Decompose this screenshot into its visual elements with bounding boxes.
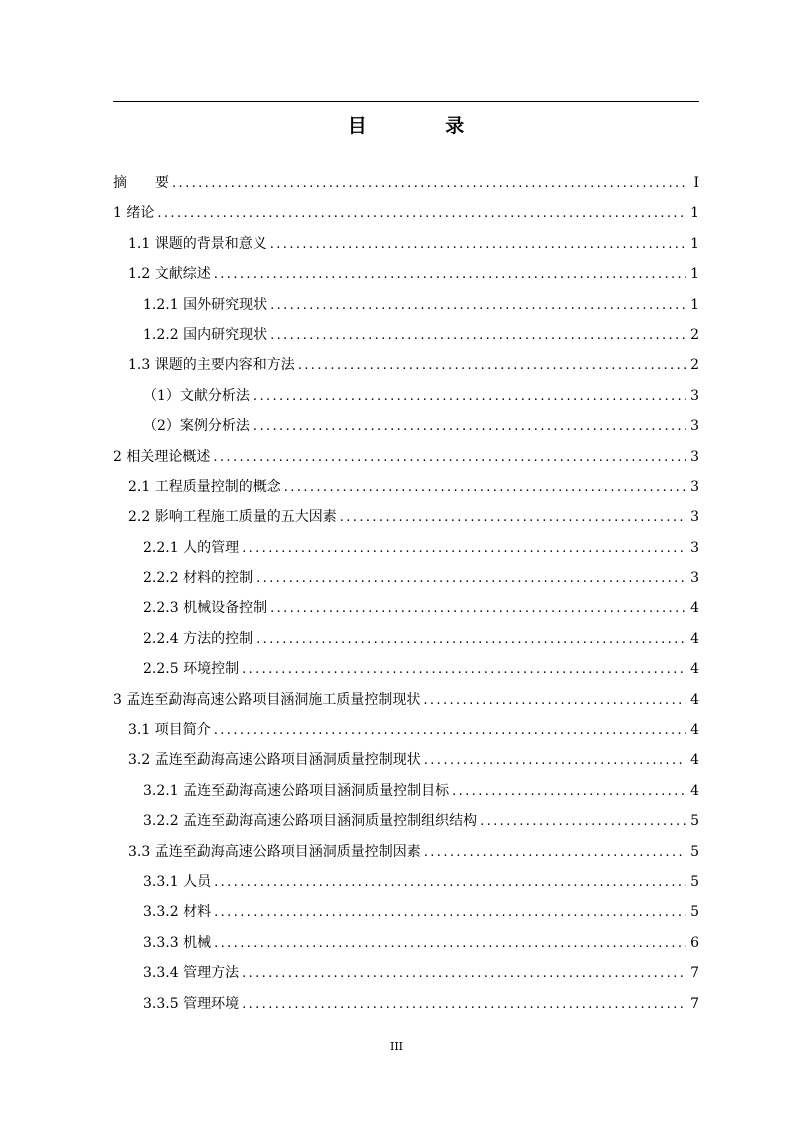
toc-entry-label: 2.2 影响工程施工质量的五大因素 [128,509,337,526]
toc-entry-page: 1 [690,296,699,313]
toc-leader-dots [242,534,686,564]
toc-leader-dots [213,443,686,473]
toc-leader-dots [452,777,686,807]
toc-entry[interactable] [113,867,699,897]
toc-leader-dots [270,594,686,624]
toc-entry-page: 5 [690,904,699,921]
toc-entry-label: 2.2.2 材料的控制 [143,570,254,587]
toc-entry[interactable] [113,381,699,411]
toc-entry[interactable] [113,776,699,806]
toc-entry-label: 2.2.4 方法的控制 [143,630,254,647]
toc-entry-page: 2 [690,357,699,374]
toc-entry[interactable] [113,989,699,1019]
toc-entry-page: 5 [690,873,699,890]
toc-entry-page: 4 [690,600,699,617]
toc-entry-page: 3 [690,448,699,465]
toc-entry[interactable] [113,290,699,320]
toc-entry-page: 5 [690,813,699,830]
toc-entry[interactable] [113,411,699,441]
toc-entry-page: 7 [690,995,699,1012]
toc-leader-dots [214,929,686,959]
toc-leader-dots [298,351,686,381]
toc-entry[interactable] [113,229,699,259]
toc-entry-label: 3.3 孟连至勐海高速公路项目涵洞质量控制因素 [128,843,421,860]
toc-entry-label: 1.3 课题的主要内容和方法 [128,357,295,374]
toc-leader-dots [242,990,686,1020]
header-rule [113,101,699,102]
toc-leader-dots [256,625,686,655]
toc-entry-page: 3 [690,387,699,404]
toc-leader-dots [214,868,686,898]
toc-entry-label: 1.2.1 国外研究现状 [143,296,268,313]
toc-leader-dots [423,686,686,716]
toc-entry-page: 1 [690,235,699,252]
toc-entry[interactable] [113,806,699,836]
toc-leader-dots [214,898,686,928]
toc-entry-label: 1 绪论 [113,205,155,222]
toc-entry-label: 3.2.2 孟连至勐海高速公路项目涵洞质量控制组织结构 [143,813,478,830]
toc-entry-label: 1.2.2 国内研究现状 [143,326,268,343]
toc-entry-page: 4 [690,691,699,708]
toc-title: 目 录 [347,115,501,137]
toc-leader-dots [172,169,689,199]
toc-entry-label: 3.2.1 孟连至勐海高速公路项目涵洞质量控制目标 [143,782,450,799]
toc-entry[interactable] [113,563,699,593]
toc-entry[interactable] [113,837,699,867]
toc-entry[interactable] [113,685,699,715]
toc-entry-label: 3.1 项目简介 [128,722,211,739]
toc-leader-dots [242,655,686,685]
toc-leader-dots [424,746,686,776]
toc-entry-page: 6 [690,934,699,951]
toc-entry-page: 4 [690,722,699,739]
toc-entry[interactable] [113,745,699,775]
toc-entry[interactable] [113,958,699,988]
toc-leader-dots [214,716,686,746]
toc-entry-page: 2 [690,326,699,343]
toc-entry-page: 3 [690,418,699,435]
toc-entry-label: 3.3.5 管理环境 [143,995,240,1012]
toc-entry-page: 3 [690,478,699,495]
toc-entry-label: 3.3.3 机械 [143,934,212,951]
toc-entry[interactable] [113,198,699,228]
toc-leader-dots [340,503,686,533]
toc-leader-dots [270,321,686,351]
toc-entry-label: 2.2.1 人的管理 [143,539,240,556]
toc-entry[interactable] [113,442,699,472]
toc-leader-dots [253,412,686,442]
toc-entry[interactable] [113,472,699,502]
toc-entry-page: 1 [690,266,699,283]
toc-entry-label: 1.2 文献综述 [128,266,211,283]
toc-entry[interactable] [113,928,699,958]
toc-entry-label: 2.1 工程质量控制的概念 [128,478,281,495]
toc-entry-page: 3 [690,570,699,587]
toc-leader-dots [424,838,686,868]
toc-entry-label: 1.1 课题的背景和意义 [128,235,267,252]
toc-leader-dots [270,291,686,321]
toc-entry-label: 2.2.3 机械设备控制 [143,600,268,617]
toc-leader-dots [253,382,686,412]
toc-entry-label: 2.2.5 环境控制 [143,661,240,678]
toc-entry-page: 4 [690,630,699,647]
toc-entry-label: 3 孟连至勐海高速公路项目涵洞施工质量控制现状 [113,691,421,708]
toc-entry[interactable] [113,654,699,684]
toc-entry[interactable] [113,897,699,927]
toc-entry-page: I [693,175,699,191]
toc-entry-label: 3.3.2 材料 [143,904,212,921]
toc-entry-page: 4 [690,661,699,678]
toc-entry-label: 2 相关理论概述 [113,448,211,465]
toc-entry[interactable] [113,259,699,289]
toc-entry-page: 3 [690,539,699,556]
toc-entry[interactable] [113,350,699,380]
toc-leader-dots [242,959,686,989]
toc-entry[interactable] [113,502,699,532]
toc-leader-dots [256,564,686,594]
toc-entry-label: 3.2 孟连至勐海高速公路项目涵洞质量控制现状 [128,752,421,769]
toc-entry-page: 4 [690,782,699,799]
toc-entry-label: 摘 要 [113,175,169,191]
toc-entry-page: 4 [690,752,699,769]
toc-entry[interactable] [113,168,699,198]
toc-entry-label: 3.3.4 管理方法 [143,965,240,982]
toc-entry[interactable] [113,624,699,654]
toc-leader-dots [214,260,686,290]
toc-entry[interactable] [113,593,699,623]
toc-entry[interactable] [113,320,699,350]
toc-entry-page: 3 [690,509,699,526]
toc-entry-label: 3.3.1 人员 [143,873,212,890]
toc-entry-page: 7 [690,965,699,982]
toc-entry-page: 1 [690,205,699,222]
page-number: III [389,1040,404,1053]
toc-leader-dots [284,473,686,503]
toc-entry-label: （1）文献分析法 [143,387,250,404]
toc-leader-dots [157,199,686,229]
table-of-contents [113,168,699,1019]
toc-leader-dots [270,230,686,260]
toc-entry-page: 5 [690,843,699,860]
toc-entry[interactable] [113,715,699,745]
toc-entry-label: （2）案例分析法 [143,418,250,435]
toc-entry[interactable] [113,533,699,563]
toc-leader-dots [480,807,686,837]
